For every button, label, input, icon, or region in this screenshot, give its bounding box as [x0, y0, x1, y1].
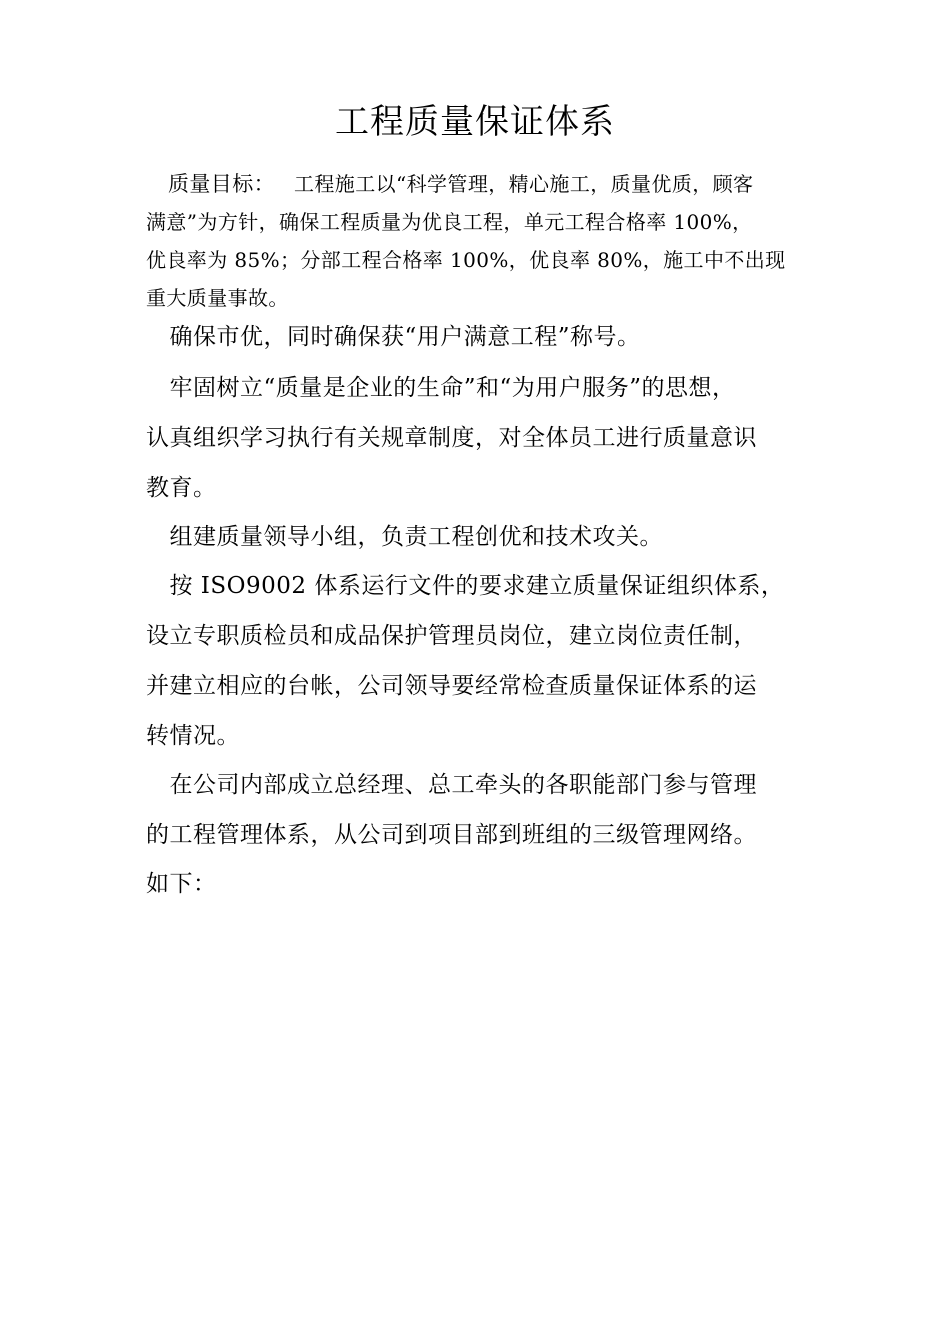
paragraph-4-line-3: 并建立相应的台帐，公司领导要经常检查质量保证体系的运: [146, 673, 757, 699]
paragraph-5-line-2: 的工程管理体系，从公司到项目部到班组的三级管理网络。: [146, 822, 757, 848]
paragraph-4-line-2: 设立专职质检员和成品保护管理员岗位，建立岗位责任制，: [146, 623, 757, 649]
quality-target-line-4: 重大质量事故。: [146, 286, 289, 310]
paragraph-5-line-3: 如下：: [146, 871, 217, 897]
quality-target-line-1: 工程施工以“科学管理，精心施工，质量优质，顾客: [294, 172, 754, 196]
paragraph-5-line-1: 在公司内部成立总经理、总工牵头的各职能部门参与管理: [146, 772, 757, 798]
paragraph-2-line-3: 教育。: [146, 475, 217, 501]
paragraph-1-line-1: 确保市优，同时确保获“用户满意工程”称号。: [146, 324, 641, 350]
quality-target-line-3: 优良率为 85%；分部工程合格率 100%，优良率 80%，施工中不出现: [146, 248, 786, 272]
quality-target-line-2: 满意”为方针，确保工程质量为优良工程，单元工程合格率 100%，: [146, 210, 753, 234]
paragraph-3-line-1: 组建质量领导小组，负责工程创优和技术攻关。: [146, 524, 663, 550]
quality-target-label: 质量目标：: [168, 172, 275, 196]
paragraph-2-line-2: 认真组织学习执行有关规章制度，对全体员工进行质量意识: [146, 425, 757, 451]
paragraph-4-line-4: 转情况。: [146, 723, 240, 749]
document-title: 工程质量保证体系: [335, 102, 615, 142]
paragraph-4-line-1: 按 ISO9002 体系运行文件的要求建立质量保证组织体系，: [146, 573, 785, 599]
paragraph-2-line-1: 牢固树立“质量是企业的生命”和“为用户服务”的思想，: [146, 375, 736, 401]
